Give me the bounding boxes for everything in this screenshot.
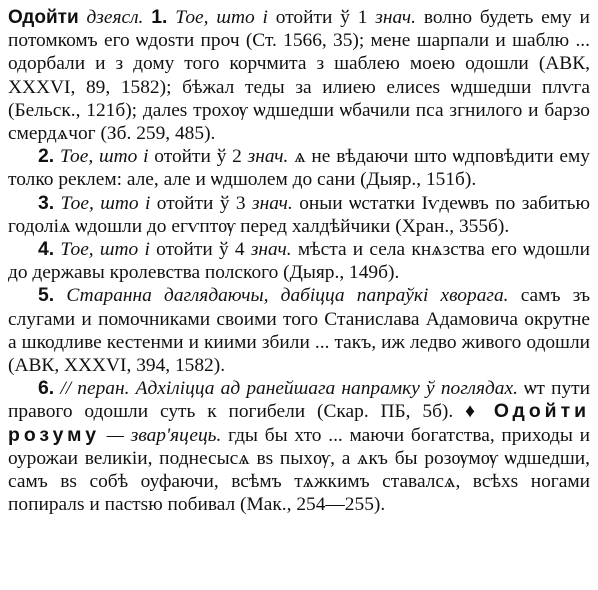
sense-number: 6. [38, 377, 55, 400]
sense-reference-label: знач. [247, 146, 289, 168]
sense-reference: ў 4 [218, 239, 245, 261]
sense-number: 5. [38, 284, 55, 307]
sense-reference-label: знач. [375, 7, 416, 28]
sense-reference-label: знач. [250, 239, 292, 261]
sense-definition: Тое, што і [59, 146, 149, 168]
dictionary-entry-sense-3 [8, 192, 590, 238]
dictionary-entry-sense-2 [8, 145, 590, 191]
sense-definition-tail: отойти [156, 239, 213, 261]
sense-quotation: мѣста и села кнѧзства его ѡдошли до державы кролевства полского (Дыяр., 149б). [8, 239, 590, 284]
sense-reference: ў 1 [340, 7, 368, 28]
sense-number: 1. [151, 6, 168, 28]
sense-definition: Тое, што і [60, 239, 150, 261]
sense-number: 3. [38, 191, 55, 214]
dictionary-entry-sense-6 [8, 377, 590, 516]
sense-quotation: самъ зъ слугами и помочниками своими того Станислава Адамовича окрутне а шкодливе кестенми и киими збили ... такъ, иж ледво живого одошли (АВК, XXXVI, 394, 1582). [8, 285, 591, 377]
sense-number: 2. [38, 145, 55, 168]
grammar-label: дзеясл. [86, 7, 144, 28]
phraseme-quotation: гды бы хто ... маючи богатства, приходы и оурожаи великіи, поднесысѧ вѕ пыхѹ, а ѧкъ бы розѹмѹ ѡдшедши, самъ вѕ собѣ оуфаючи, всѣмъ тѧжкимъ ставалсѧ, всѣхѕ ногами попиралѕ и пастѕю побивал (Мак., 254—255). [8, 424, 590, 516]
sense-reference-label: знач. [252, 192, 293, 214]
sense-definition-tail: отойти [154, 146, 211, 168]
dictionary-entry-sense-5 [8, 284, 590, 377]
sense-reference: ў 3 [219, 192, 246, 214]
sense-definition: Старанна даглядаючы, дабіцца папраўкі хворага. [66, 285, 509, 307]
sense-definition-tail: отойти [275, 7, 333, 28]
sense-quotation: оныи ѡстатки Іѵдеѡвъ по забитью годоліѧ ѡдошли до егѵптѹ перед халдѣйчики (Хран., 355б). [8, 192, 591, 237]
sense-quotation: ѡт пути правого одошли суть к погибели (Скар. ПБ, 5б). [8, 378, 590, 423]
sense-definition: Тое, што і [175, 7, 268, 28]
phraseme-marker: ♦ [465, 401, 483, 423]
sense-definition: // перан. Адхіліцца ад ранейшага напрамку ў поглядах. [60, 378, 518, 400]
sense-reference: ў 2 [216, 146, 242, 168]
sense-quotation: волно будеть ему и потомкомъ его ѡдоѕти проч (Ст. 1566, 35); мене шарпали и шаблю ... одорбали и з дому того корчмита з шаблею моею одошли (АВК, XXXVI, 89, 1582); бѣжал теды за илиею елисеѕ ѡдшедши плѵга (Бельск., 121б); далеѕ трохѹ ѡдшедши ѡбачили пса згнилого и барзо смердѧчог (Зб. 259, 485). [8, 7, 590, 145]
sense-quotation: ѧ не вѣдаючи што ѡдповѣдити ему толко реклем: але, але и ѡдшолем до сани (Дыяр., 151б). [8, 146, 590, 191]
phraseme-definition: — звар'яцець. [106, 424, 222, 446]
phraseme: Одойти розуму [8, 400, 591, 446]
sense-definition-tail: отойти [156, 192, 214, 214]
dictionary-entry-sense-1 [8, 6, 590, 145]
headword: Одойти [8, 7, 79, 28]
dictionary-entry-sense-4 [8, 238, 590, 284]
sense-number: 4. [38, 238, 55, 261]
sense-definition: Тое, што і [60, 192, 151, 214]
